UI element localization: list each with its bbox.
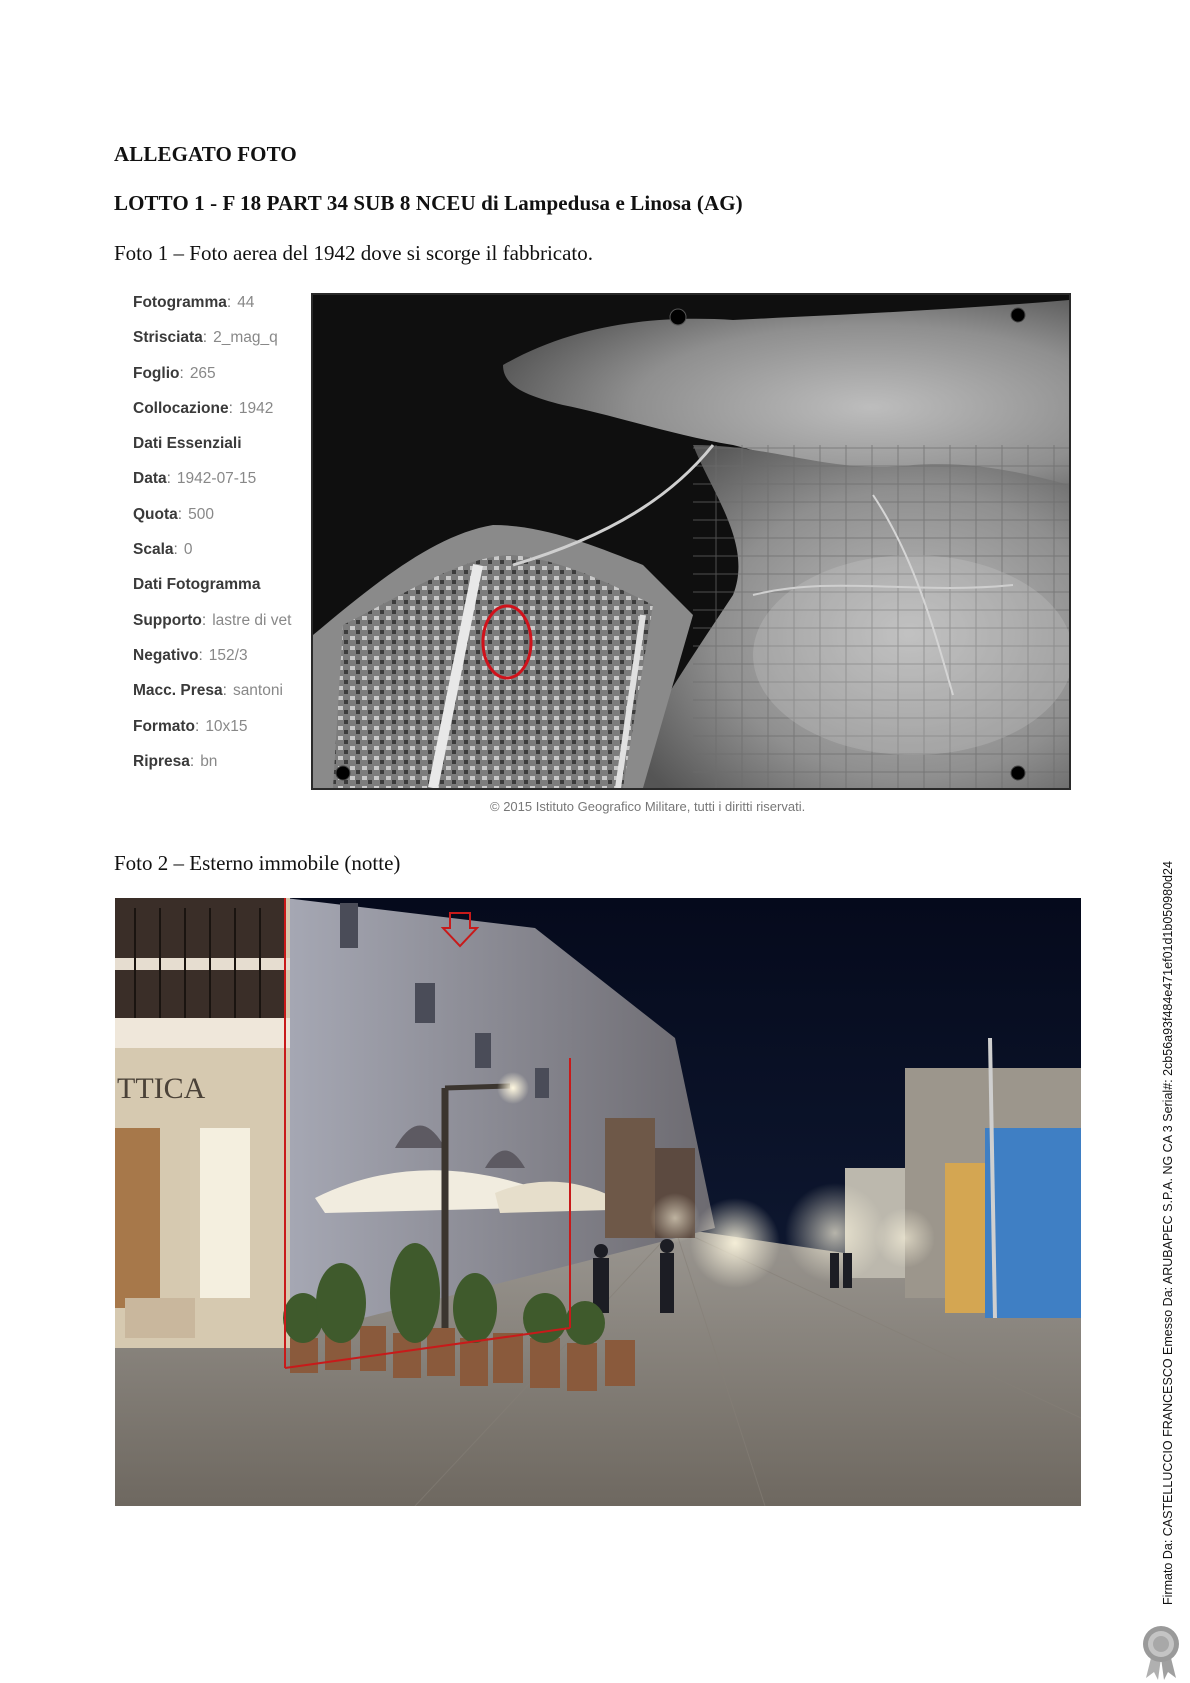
meta-label: Strisciata	[133, 329, 203, 347]
meta-value: 0	[183, 541, 193, 559]
meta-value: lastre di vet	[212, 611, 292, 629]
meta-label: Collocazione	[133, 399, 229, 417]
meta-row: Data: 1942-07-15	[133, 470, 257, 488]
document-title: ALLEGATO FOTO	[114, 142, 297, 166]
meta-label: Negativo	[133, 646, 199, 664]
street-night-photo	[115, 898, 1081, 1506]
meta-section-heading	[133, 433, 303, 468]
meta-label: Ripresa	[133, 752, 190, 770]
meta-value: 500	[188, 505, 214, 523]
meta-label: Foglio	[133, 364, 180, 382]
meta-value: 152/3	[208, 646, 248, 664]
meta-row: Formato: 10x15	[133, 717, 248, 735]
aerial-photo-drawing	[313, 295, 1069, 788]
meta-label: Quota	[133, 505, 178, 523]
meta-label: Fotogramma	[133, 294, 227, 311]
storefront-sign: TTICA	[117, 1072, 206, 1105]
signature-seal-icon	[1138, 1624, 1184, 1680]
photo2-caption: Foto 2 – Esterno immobile (notte)	[114, 851, 401, 875]
meta-value: 44	[237, 294, 255, 311]
meta-value: 1942	[238, 399, 274, 417]
meta-row: Supporto: lastre di vet	[133, 611, 292, 629]
meta-row: Negativo: 152/3	[133, 646, 248, 664]
photo-credit: © 2015 Istituto Geografico Militare, tutti i diritti riservati.	[490, 799, 806, 814]
meta-row: Ripresa: bn	[133, 752, 218, 770]
meta-label: Dati Essenziali	[133, 435, 242, 453]
street-photo-drawing	[115, 898, 1081, 1506]
meta-label: Scala	[133, 541, 174, 559]
photo-metadata-panel	[133, 292, 303, 786]
meta-row: Strisciata: 2_mag_q	[133, 329, 278, 347]
meta-row: Macc. Presa: santoni	[133, 682, 283, 700]
digital-signature-text: Firmato Da: CASTELLUCCIO FRANCESCO Emesso Da: ARUBAPEC S.P.A. NG CA 3 Serial#: 2cb56a93f484e471ef01d1b050980d24	[1161, 861, 1175, 1605]
meta-row: Quota: 500	[133, 505, 214, 523]
meta-value: santoni	[232, 682, 283, 700]
aerial-photo-1942	[311, 293, 1071, 790]
meta-value: 1942-07-15	[176, 470, 257, 488]
meta-value: 2_mag_q	[213, 329, 278, 347]
meta-row: Foglio: 265	[133, 364, 216, 382]
meta-label: Formato	[133, 717, 195, 735]
lot-heading: LOTTO 1 - F 18 PART 34 SUB 8 NCEU di Lampedusa e Linosa (AG)	[114, 191, 743, 215]
meta-row: Scala: 0	[133, 541, 193, 559]
meta-label: Macc. Presa	[133, 682, 223, 700]
meta-label: Supporto	[133, 611, 202, 629]
meta-label: Dati Fotogramma	[133, 576, 261, 594]
meta-value: bn	[200, 752, 218, 770]
meta-value: 10x15	[205, 717, 248, 735]
meta-row: Fotogramma: 44	[133, 294, 255, 311]
meta-label: Data	[133, 470, 167, 488]
meta-row: Collocazione: 1942	[133, 399, 274, 417]
meta-section-heading	[133, 574, 303, 609]
photo1-caption: Foto 1 – Foto aerea del 1942 dove si scorge il fabbricato.	[114, 241, 594, 265]
meta-value: 265	[189, 364, 216, 382]
